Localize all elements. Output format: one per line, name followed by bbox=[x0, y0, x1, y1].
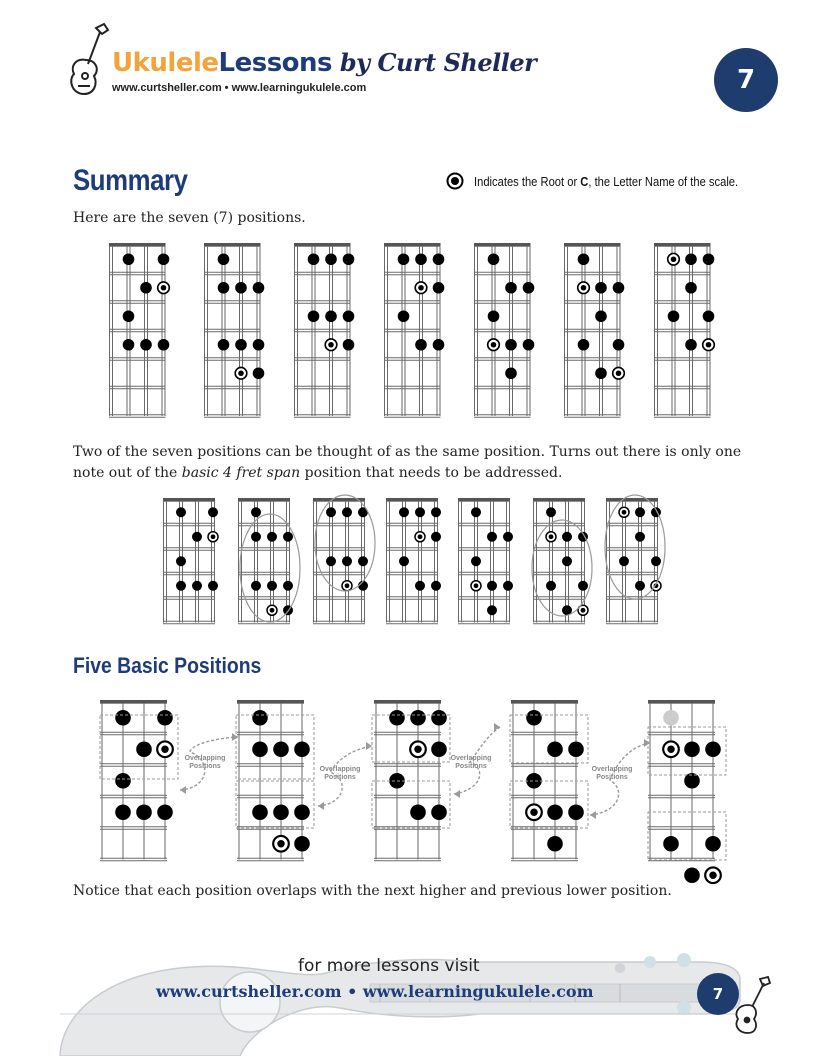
note-dot bbox=[503, 581, 513, 591]
note-dot bbox=[358, 556, 368, 566]
note-dot bbox=[505, 339, 517, 351]
note-dot bbox=[685, 253, 697, 265]
note-dot bbox=[415, 253, 427, 265]
root-note-center bbox=[622, 510, 627, 515]
overlap-label-line1: Overlapping bbox=[450, 755, 492, 762]
note-dot bbox=[595, 310, 607, 322]
note-dot bbox=[218, 282, 230, 294]
note-dot bbox=[595, 367, 607, 379]
note-dot bbox=[115, 804, 131, 820]
note-dot bbox=[619, 556, 629, 566]
note-dot bbox=[343, 253, 355, 265]
note-dot bbox=[410, 804, 426, 820]
basic-position-diagram-3 bbox=[374, 700, 447, 861]
position-diagram-2 bbox=[204, 243, 264, 417]
root-note-center bbox=[277, 840, 284, 847]
note-dot bbox=[399, 507, 409, 517]
note-dot bbox=[343, 339, 355, 351]
paragraph-two-pre: note out of the bbox=[73, 465, 182, 481]
note-dot bbox=[235, 282, 247, 294]
arrowhead-3 bbox=[318, 802, 324, 810]
root-note-center bbox=[345, 583, 350, 588]
arrowhead-8 bbox=[644, 739, 650, 747]
note-dot bbox=[251, 581, 261, 591]
ghost-note-dot bbox=[663, 710, 679, 726]
compact-diagram-3 bbox=[313, 498, 368, 624]
note-dot bbox=[235, 339, 247, 351]
nut bbox=[474, 243, 531, 246]
paragraph-two-post: position that needs to be addressed. bbox=[300, 465, 563, 481]
note-dot bbox=[635, 581, 645, 591]
note-dot bbox=[253, 282, 265, 294]
root-note-center bbox=[671, 256, 677, 262]
note-dot bbox=[308, 310, 320, 322]
paragraph-two-emphasis: basic 4 fret span bbox=[181, 465, 301, 481]
note-dot bbox=[526, 773, 542, 789]
position-diagram-3 bbox=[294, 243, 354, 417]
note-dot bbox=[613, 282, 625, 294]
notice-text: Notice that each position overlaps with the next higher and previous lower position. bbox=[73, 883, 672, 899]
note-dot bbox=[123, 253, 135, 265]
root-note-center bbox=[549, 534, 554, 539]
note-dot bbox=[123, 310, 135, 322]
note-dot bbox=[398, 310, 410, 322]
root-note-center bbox=[581, 608, 586, 613]
note-dot bbox=[488, 253, 500, 265]
note-dot bbox=[273, 804, 289, 820]
compact-diagram-1 bbox=[163, 498, 218, 624]
overlap-label-line2: Positions bbox=[189, 763, 221, 770]
note-dot bbox=[294, 804, 310, 820]
note-dot bbox=[431, 741, 447, 757]
overlap-label-3 bbox=[446, 755, 496, 771]
nut bbox=[294, 243, 351, 246]
overlap-label-1 bbox=[180, 755, 230, 771]
note-dot bbox=[115, 773, 131, 789]
note-dot bbox=[546, 507, 556, 517]
nut bbox=[386, 498, 438, 501]
note-dot bbox=[326, 556, 336, 566]
note-dot bbox=[253, 367, 265, 379]
note-dot bbox=[115, 710, 131, 726]
nut bbox=[238, 498, 290, 501]
overlap-label-line1: Overlapping bbox=[184, 755, 226, 762]
paragraph-two-line2 bbox=[73, 463, 562, 484]
root-note-center bbox=[161, 746, 168, 753]
intro-text: Here are the seven (7) positions. bbox=[73, 210, 306, 226]
note-dot bbox=[568, 804, 584, 820]
legend-text-pre: Indicates the Root or bbox=[474, 173, 581, 189]
note-dot bbox=[431, 581, 441, 591]
note-dot bbox=[294, 741, 310, 757]
note-dot bbox=[158, 253, 170, 265]
note-dot bbox=[218, 339, 230, 351]
note-dot bbox=[252, 804, 268, 820]
basic-position-diagram-4 bbox=[511, 700, 584, 861]
note-dot bbox=[273, 741, 289, 757]
note-dot bbox=[635, 507, 645, 517]
nut bbox=[564, 243, 621, 246]
note-dot bbox=[157, 804, 173, 820]
note-dot bbox=[705, 741, 721, 757]
note-dot bbox=[523, 282, 535, 294]
nut bbox=[204, 243, 261, 246]
compact-diagram-7 bbox=[606, 498, 661, 624]
compact-diagram-4 bbox=[386, 498, 441, 624]
root-note-center bbox=[270, 608, 275, 613]
position-diagram-6 bbox=[564, 243, 624, 417]
note-dot bbox=[176, 581, 186, 591]
note-dot bbox=[342, 507, 352, 517]
note-dot bbox=[635, 532, 645, 542]
footer-page-badge: 7 bbox=[697, 973, 739, 1015]
overlap-label-line1: Overlapping bbox=[591, 766, 633, 773]
note-dot bbox=[415, 507, 425, 517]
nut bbox=[458, 498, 510, 501]
note-dot bbox=[415, 339, 427, 351]
note-dot bbox=[433, 282, 445, 294]
logo-part-ukulele: Ukulele bbox=[112, 48, 219, 78]
root-note-center bbox=[474, 583, 479, 588]
root-note-center bbox=[414, 746, 421, 753]
footer-urls[interactable]: www.curtsheller.com • www.learningukulele.com bbox=[156, 982, 594, 1001]
note-dot bbox=[488, 310, 500, 322]
position-diagram-7 bbox=[654, 243, 714, 417]
note-dot bbox=[410, 710, 426, 726]
note-dot bbox=[547, 804, 563, 820]
logo-part-lessons: Lessons bbox=[218, 48, 333, 78]
note-dot bbox=[251, 532, 261, 542]
note-dot bbox=[283, 581, 293, 591]
overlap-ellipse-4 bbox=[605, 495, 665, 599]
note-dot bbox=[267, 532, 277, 542]
root-note-center bbox=[238, 370, 244, 376]
note-dot bbox=[283, 532, 293, 542]
note-dot bbox=[684, 867, 700, 883]
footer-lead-text: for more lessons visit bbox=[298, 956, 480, 976]
page-number-badge: 7 bbox=[714, 48, 778, 112]
note-dot bbox=[253, 339, 265, 351]
note-dot bbox=[208, 581, 218, 591]
footer-ukulele-icon bbox=[730, 975, 774, 1035]
note-dot bbox=[526, 710, 542, 726]
root-note-center bbox=[328, 342, 334, 348]
arrowhead-6 bbox=[494, 723, 500, 731]
note-dot bbox=[562, 556, 572, 566]
position-diagram-5 bbox=[474, 243, 534, 417]
note-dot bbox=[431, 532, 441, 542]
note-dot bbox=[487, 532, 497, 542]
note-dot bbox=[176, 507, 186, 517]
arrowhead-5 bbox=[454, 790, 460, 798]
root-note-center bbox=[706, 342, 712, 348]
root-note-center bbox=[667, 746, 674, 753]
note-dot bbox=[578, 339, 590, 351]
note-dot bbox=[503, 532, 513, 542]
note-dot bbox=[415, 581, 425, 591]
root-note-center bbox=[418, 285, 424, 291]
note-dot bbox=[389, 710, 405, 726]
note-dot bbox=[433, 339, 445, 351]
note-dot bbox=[613, 339, 625, 351]
position-diagram-1 bbox=[109, 243, 169, 417]
note-dot bbox=[251, 507, 261, 517]
note-dot bbox=[703, 310, 715, 322]
note-dot bbox=[595, 282, 607, 294]
note-dot bbox=[547, 836, 563, 852]
note-dot bbox=[267, 581, 277, 591]
position-diagram-4 bbox=[384, 243, 444, 417]
note-dot bbox=[487, 605, 497, 615]
note-dot bbox=[294, 836, 310, 852]
note-dot bbox=[663, 836, 679, 852]
note-dot bbox=[140, 282, 152, 294]
basic-position-diagram-1 bbox=[100, 700, 173, 861]
summary-heading: Summary bbox=[73, 164, 188, 197]
note-dot bbox=[668, 310, 680, 322]
note-dot bbox=[505, 282, 517, 294]
note-dot bbox=[562, 532, 572, 542]
note-dot bbox=[568, 741, 584, 757]
overlap-label-line2: Positions bbox=[596, 774, 628, 781]
arrowhead-1 bbox=[180, 786, 186, 794]
nut bbox=[109, 243, 166, 246]
five-basic-positions-heading: Five Basic Positions bbox=[73, 653, 262, 678]
overlap-label-line1: Overlapping bbox=[319, 766, 361, 773]
note-dot bbox=[505, 367, 517, 379]
note-dot bbox=[343, 310, 355, 322]
note-dot bbox=[308, 253, 320, 265]
nut bbox=[533, 498, 585, 501]
overlap-label-2 bbox=[315, 766, 365, 782]
overlap-label-4 bbox=[587, 766, 637, 782]
note-dot bbox=[398, 253, 410, 265]
root-note-center bbox=[161, 285, 167, 291]
note-dot bbox=[158, 339, 170, 351]
legend-root-letter: C bbox=[580, 173, 589, 189]
note-dot bbox=[342, 556, 352, 566]
note-dot bbox=[399, 556, 409, 566]
note-dot bbox=[252, 710, 268, 726]
note-dot bbox=[123, 339, 135, 351]
root-note-center bbox=[581, 285, 587, 291]
note-dot bbox=[685, 282, 697, 294]
note-dot bbox=[547, 741, 563, 757]
nut bbox=[100, 700, 167, 703]
note-dot bbox=[208, 507, 218, 517]
note-dot bbox=[192, 532, 202, 542]
note-dot bbox=[325, 253, 337, 265]
note-dot bbox=[487, 581, 497, 591]
paragraph-two-line1: Two of the seven positions can be thought of as the same position. Turns out there is only one bbox=[73, 444, 742, 460]
note-dot bbox=[218, 253, 230, 265]
arrowhead-7 bbox=[590, 811, 596, 819]
root-note-center bbox=[211, 534, 216, 539]
note-dot bbox=[431, 804, 447, 820]
note-dot bbox=[157, 710, 173, 726]
note-dot bbox=[471, 507, 481, 517]
note-dot bbox=[578, 253, 590, 265]
note-dot bbox=[433, 253, 445, 265]
nut bbox=[374, 700, 441, 703]
nut bbox=[511, 700, 578, 703]
note-dot bbox=[252, 741, 268, 757]
nut bbox=[384, 243, 441, 246]
note-dot bbox=[136, 741, 152, 757]
note-dot bbox=[431, 507, 441, 517]
note-dot bbox=[325, 310, 337, 322]
note-dot bbox=[431, 710, 447, 726]
nut bbox=[654, 243, 711, 246]
logo-url[interactable]: www.curtsheller.com • www.learningukulele.com bbox=[112, 82, 367, 94]
note-dot bbox=[684, 741, 700, 757]
overlap-ellipse-3 bbox=[532, 520, 592, 616]
nut bbox=[606, 498, 658, 501]
note-dot bbox=[705, 836, 721, 852]
note-dot bbox=[471, 556, 481, 566]
arrowhead-4 bbox=[366, 742, 372, 750]
compact-diagram-5 bbox=[458, 498, 513, 624]
nut bbox=[648, 700, 715, 703]
root-note-center bbox=[709, 872, 716, 879]
note-dot bbox=[140, 339, 152, 351]
root-note-center bbox=[491, 342, 497, 348]
note-dot bbox=[523, 339, 535, 351]
note-dot bbox=[326, 507, 336, 517]
root-note-center bbox=[530, 809, 537, 816]
nut bbox=[163, 498, 215, 501]
basic-position-diagram-2 bbox=[237, 700, 310, 861]
logo-byline: by Curt Sheller bbox=[332, 48, 537, 77]
note-dot bbox=[546, 581, 556, 591]
note-dot bbox=[685, 339, 697, 351]
root-note-center bbox=[418, 534, 423, 539]
overlap-label-line2: Positions bbox=[455, 763, 487, 770]
compact-diagram-6 bbox=[533, 498, 588, 624]
compact-diagram-2 bbox=[238, 498, 293, 624]
overlap-box-9 bbox=[648, 812, 726, 860]
note-dot bbox=[651, 556, 661, 566]
note-dot bbox=[192, 581, 202, 591]
nut bbox=[237, 700, 304, 703]
note-dot bbox=[703, 253, 715, 265]
note-dot bbox=[578, 581, 588, 591]
legend-text-post: , the Letter Name of the scale. bbox=[588, 173, 739, 189]
root-note-center bbox=[616, 370, 622, 376]
note-dot bbox=[136, 804, 152, 820]
note-dot bbox=[176, 556, 186, 566]
overlap-label-line2: Positions bbox=[324, 774, 356, 781]
